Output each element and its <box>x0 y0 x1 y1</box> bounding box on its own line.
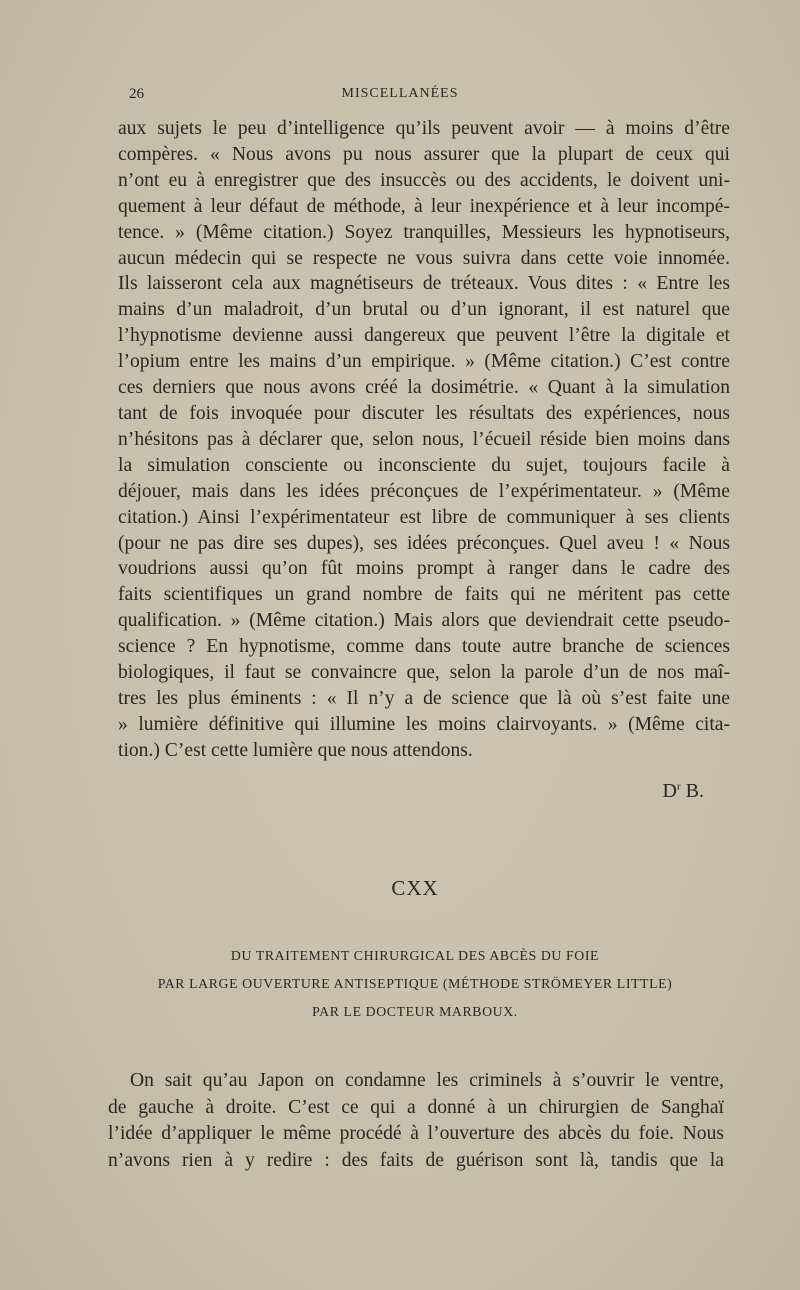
page-number: 26 <box>129 86 144 102</box>
text-line: On sait qu’au Japon on condamne les criminels à s’ouvrir le ventre, <box>130 1070 724 1091</box>
signature-prefix: D <box>662 780 677 802</box>
text-line: qualification. » (Même citation.) Mais alors que deviendrait cette pseudo- <box>118 610 730 632</box>
signature-superscript: r <box>676 780 681 793</box>
text-line: tres les plus éminents : « Il n’y a de science que là où s’est faite une <box>118 687 730 709</box>
author-signature <box>663 780 704 803</box>
text-line: quement à leur défaut de méthode, à leur inexpérience et à leur incompé- <box>118 195 730 217</box>
text-line: n’avons rien à y redire : des faits de guérison sont là, tandis que la <box>108 1149 724 1171</box>
text-line: mains d’un maladroit, d’un brutal ou d’un ignorant, il est naturel que <box>118 299 730 321</box>
text-line: science ? En hypnotisme, comme dans toute autre branche de sciences <box>118 636 730 658</box>
text-line: aucun médecin qui se respecte ne vous suivra dans cette voie innomée. <box>118 247 730 269</box>
text-line: la simulation consciente ou inconsciente du sujet, toujours facile à <box>118 454 730 476</box>
running-head <box>0 86 800 108</box>
text-line: tant de fois invoquée pour discuter les résultats des expériences, nous <box>118 402 730 424</box>
text-line: compères. « Nous avons pu nous assurer que la plupart de ceux qui <box>118 143 730 165</box>
text-line: citation.) Ainsi l’expérimentateur est libre de communiquer à ses clients <box>118 506 730 528</box>
text-line: de gauche à droite. C’est ce qui a donné à un chirurgien de Sanghaï <box>108 1096 724 1118</box>
text-line: n’ont eu à enregistrer que des insuccès ou des accidents, le doivent uni- <box>118 169 730 191</box>
text-line: biologiques, il faut se convaincre que, selon la parole d’un de nos maî- <box>118 662 730 684</box>
section-body-paragraph <box>108 1068 724 1174</box>
text-line: faits scientifiques un grand nombre de faits qui ne méritent pas cette <box>118 584 730 606</box>
text-line: l’idée d’appliquer le même procédé à l’ouverture des abcès du foie. Nous <box>108 1123 724 1144</box>
section-title-line: PAR LARGE OUVERTURE ANTISEPTIQUE (MÉTHODE STRÖMEYER LITTLE) <box>157 976 673 991</box>
section-title <box>0 942 800 1026</box>
text-line: aux sujets le peu d’intelligence qu’ils peuvent avoir — à moins d’être <box>118 118 730 139</box>
text-line: » lumière définitive qui illumine les moins clairvoyants. » (Même cita- <box>118 713 730 735</box>
text-line: tence. » (Même citation.) Soyez tranquilles, Messieurs les hypnotiseurs, <box>118 221 730 243</box>
running-head-title: MISCELLANÉES <box>341 86 459 101</box>
text-line: l’opium entre les mains d’un empirique. » (Même citation.) C’est contre <box>118 351 730 373</box>
body-paragraph <box>118 116 730 764</box>
text-line: (pour ne pas dire ses dupes), ses idées préconçues. Quel aveu ! « Nous <box>118 532 730 554</box>
section-title-line: DU TRAITEMENT CHIRURGICAL DES ABCÈS DU FOIE <box>230 948 600 963</box>
text-line: tion.) C’est cette lumière que nous attendons. <box>118 739 473 761</box>
text-line: voudrions aussi qu’on fût moins prompt à ranger dans le cadre des <box>118 558 730 580</box>
text-line: déjouer, mais dans les idées préconçues de l’expérimentateur. » (Même <box>118 480 730 502</box>
section-title-line: PAR LE DOCTEUR MARBOUX. <box>312 1004 518 1019</box>
text-line: ces derniers que nous avons créé la dosimétrie. « Quant à la simulation <box>118 377 730 399</box>
section-number: CXX <box>391 876 439 900</box>
text-line: n’hésitons pas à déclarer que, selon nous, l’écueil réside bien moins dans <box>118 428 730 450</box>
text-line: Ils laisseront cela aux magnétiseurs de tréteaux. Vous dites : « Entre les <box>118 273 730 295</box>
signature-name: B. <box>680 780 704 802</box>
text-line: l’hypnotisme devienne aussi dangereux que peuvent l’être la digitale et <box>118 325 730 347</box>
